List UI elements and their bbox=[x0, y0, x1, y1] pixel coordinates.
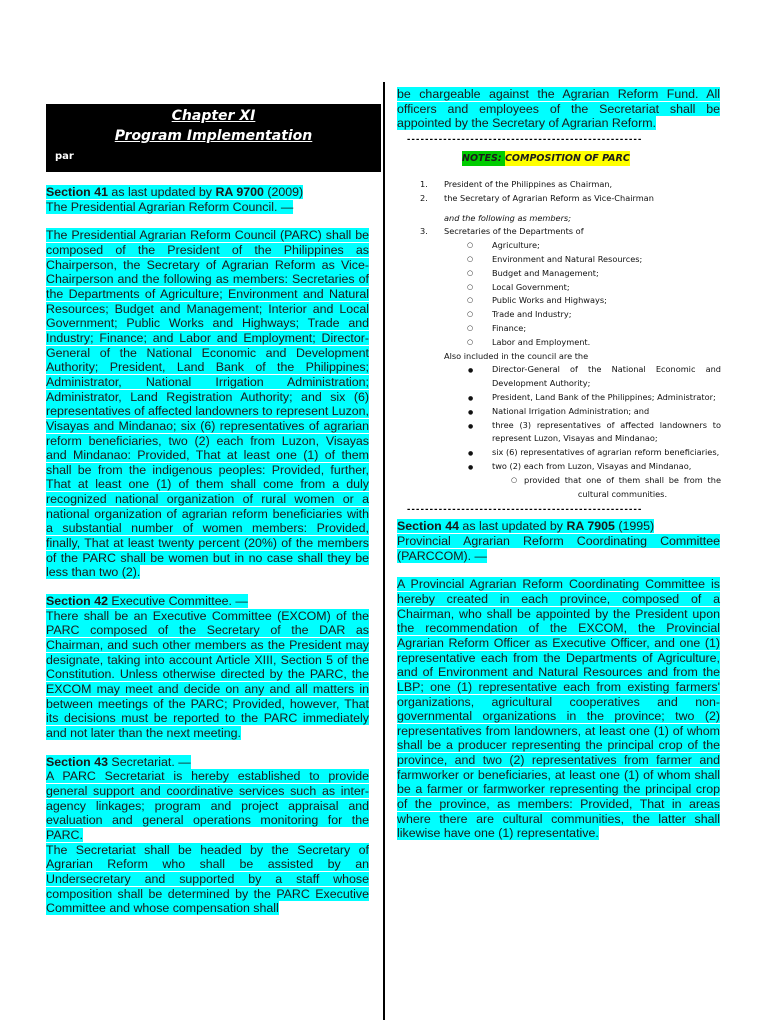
section-44-title: Provincial Agrarian Reform Coordinating Committee (PARCCOM). — bbox=[397, 533, 720, 563]
section-43-text-2: The Secretariat shall be headed by the Secretary of Agrarian Reform who shall be assisted by an Undersecretary and supported by a staff whose composition shall be determined by the PARC Executive Committee and whose compensation shall bbox=[46, 842, 369, 916]
department-item: ○ Local Government; bbox=[397, 281, 722, 295]
department-item: ○ Labor and Employment. bbox=[397, 336, 722, 350]
section-43-body-1 bbox=[46, 769, 369, 842]
chapter-note: par bbox=[55, 151, 74, 162]
section-42-heading bbox=[46, 594, 369, 609]
chapter-title: Chapter XI bbox=[171, 108, 256, 124]
section-44-label: Section 44 bbox=[397, 519, 459, 534]
department-item: ○ Budget and Management; bbox=[397, 267, 722, 281]
section-41-year: (2009) bbox=[263, 185, 304, 199]
also-included: Also included in the council are the bbox=[444, 350, 589, 361]
department-item: ○ Environment and Natural Resources; bbox=[397, 253, 722, 267]
notes-prefix: NOTES: bbox=[462, 152, 505, 164]
section-41-label: Section 41 bbox=[46, 185, 108, 199]
separator-bottom: ---------------------------------------------------- bbox=[407, 505, 643, 516]
section-42-title: Executive Committee. — bbox=[107, 594, 248, 609]
also-item: ● Director-General of the National Economic and Development Authority; bbox=[397, 363, 721, 391]
list-text: the Secretary of Agrarian Reform as Vice-Chairman bbox=[444, 192, 654, 203]
section-42-body bbox=[46, 609, 369, 741]
list-text: Secretaries of the Departments of bbox=[444, 226, 584, 237]
section-43-title: Secretariat. — bbox=[107, 754, 191, 769]
proviso-item: ○ provided that one of them shall be from the cultural communities. bbox=[397, 474, 721, 502]
section-41-heading bbox=[46, 185, 369, 214]
also-item: ● National Irrigation Administration; and bbox=[397, 405, 721, 419]
section-41-body bbox=[46, 228, 369, 580]
departments-list bbox=[397, 239, 722, 349]
also-item: ● three (3) representatives of affected landowners to represent Luzon, Visayas and Mindanao; bbox=[397, 419, 721, 447]
department-item: ○ Trade and Industry; bbox=[397, 308, 722, 322]
section-41-text: The Presidential Agrarian Reform Council (PARC) shall be composed of the President of the Philippines as Chairperson, the Secretary of Agrarian Reform as Vice-Chairperson and the following as members: Secretaries of the Departments of Agriculture; Environment and Natural Resources; Budget and Management; Interior and Local Government; Public Works and Highways; Trade and Industry; Finance; and Labor and Employment; Director-General of the National Economic and Development Authority; President, Land Bank of the Philippines; Administrator, National Irrigation Administration; Administrator, Land Registration Authority; and six (6) representatives of affected landowners to represent Luzon, Visayas and Mindanao; six (6) representatives of agrarian reform beneficiaries, two (2) each from Luzon, Visayas and Mindanao: Provided, That at least one (1) of them shall be from the indigenous peoples: Provided, further, That at least one (1) of them shall come from a duly recognized national organization of rural women or a national organization of agrarian reform beneficiaries with a substantial number of women members: Provided, finally, That at least twenty percent (20%) of the members of the PARC shall be women but in no case shall they be less than two (2). bbox=[46, 228, 369, 580]
department-item: ○ Agriculture; bbox=[397, 239, 722, 253]
section-44-year: (1995) bbox=[614, 519, 655, 534]
department-item: ○ Finance; bbox=[397, 322, 722, 336]
section-41-mid: as last updated by bbox=[107, 185, 216, 199]
also-item: ● President, Land Bank of the Philippines; Administrator; bbox=[397, 391, 721, 405]
notes-title: COMPOSITION OF PARC bbox=[504, 152, 630, 164]
separator-top: ---------------------------------------------------- bbox=[407, 134, 643, 145]
section-42-label: Section 42 bbox=[46, 594, 108, 609]
also-item: ● two (2) each from Luzon, Visayas and Mindanao, bbox=[397, 460, 721, 474]
chapter-header bbox=[46, 104, 381, 172]
section-44-text: A Provincial Agrarian Reform Coordinating Committee is hereby created in each province, composed of a Chairman, who shall be appointed by the President upon the recommendation of the EXCOM, the Provincial Agrarian Reform Officer as Executive Officer, and one (1) representative each from the Departments of Agriculture, and of Environment and Natural Resources and from the LBP; one (1) representative each from existing farmers' organizations, agricultural cooperatives and non-governmental organizations in the province; two (2) representatives from landowners, at least one (1) of whom shall be a producer representing the principal crop of the province, and two (2) representatives from farmer and farmworker or beneficiaries, at least one (1) of whom shall be a farmer or farmworker representing the principal crop of the province, as members: Provided, That in areas where there are cultural communities, the latter shall likewise have one (1) representative. bbox=[397, 577, 720, 841]
left-column bbox=[46, 104, 369, 916]
section-43-label: Section 43 bbox=[46, 754, 108, 769]
also-list bbox=[397, 363, 722, 473]
list-item bbox=[397, 225, 722, 239]
section-43-heading bbox=[46, 755, 369, 770]
notes-list bbox=[397, 178, 722, 206]
section-44-law: RA 7905 bbox=[566, 519, 615, 534]
section-43-body-2 bbox=[46, 843, 369, 916]
list-number: 3. bbox=[420, 226, 428, 237]
notes-list-3 bbox=[397, 225, 722, 239]
members-intro: and the following as members; bbox=[444, 212, 571, 223]
section-43-text-1: A PARC Secretariat is hereby established to provide general support and coordinative services such as inter-agency linkages; program and project appraisal and evaluation and general operations monitoring for the PARC. bbox=[46, 769, 369, 842]
list-item bbox=[397, 192, 722, 206]
section-43-continued-text: be chargeable against the Agrarian Reform Fund. All officers and employees of the Secretariat shall be appointed by the Secretary of Agrarian Reform. bbox=[397, 87, 720, 131]
list-number: 2. bbox=[420, 192, 428, 203]
notes-heading bbox=[460, 151, 632, 166]
section-43-continued bbox=[397, 87, 720, 131]
right-column bbox=[397, 87, 722, 841]
list-text: President of the Philippines as Chairman, bbox=[444, 178, 613, 189]
section-44-heading bbox=[397, 519, 720, 563]
department-item: ○ Public Works and Highways; bbox=[397, 294, 722, 308]
section-44-body bbox=[397, 577, 720, 841]
section-41-law: RA 9700 bbox=[215, 185, 264, 199]
proviso-list bbox=[397, 474, 722, 502]
section-41-title: The Presidential Agrarian Reform Council. — bbox=[46, 199, 294, 214]
also-item: ● six (6) representatives of agrarian reform beneficiaries, bbox=[397, 446, 721, 460]
list-number: 1. bbox=[420, 178, 428, 189]
section-42-text: There shall be an Executive Committee (EXCOM) of the PARC composed of the Secretary of the DAR as Chairman, and such other members as the President may designate, taking into account Article XIII, Section 5 of the Constitution. Unless otherwise directed by the PARC, the EXCOM may meet and decide on any and all matters in between meetings of the PARC; Provided, however, That its decisions must be reported to the PARC immediately and not later than the next meeting. bbox=[46, 608, 369, 740]
section-44-mid: as last updated by bbox=[458, 519, 567, 534]
list-item bbox=[397, 178, 722, 192]
column-divider bbox=[383, 82, 385, 1020]
chapter-subtitle: Program Implementation bbox=[114, 128, 313, 144]
